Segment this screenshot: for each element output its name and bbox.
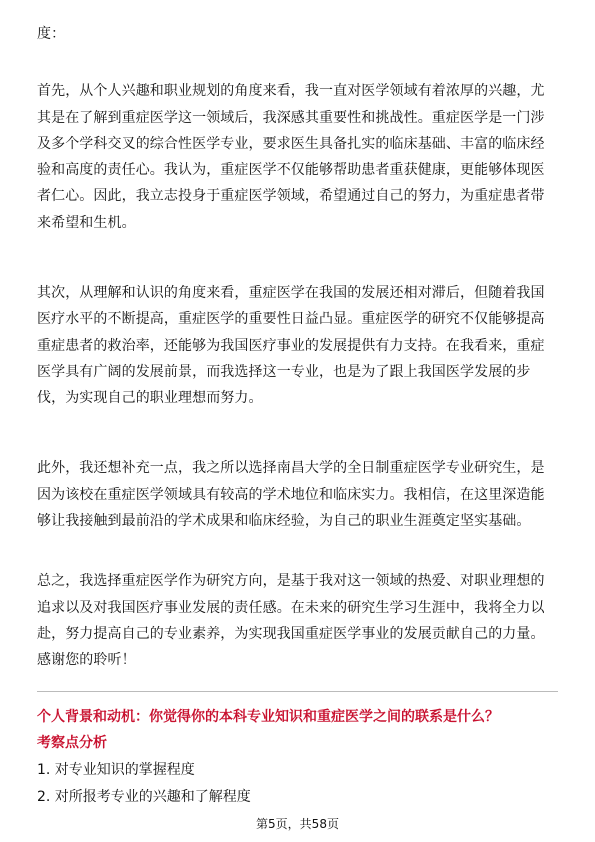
paragraph-1-line-2: 其是在了解到重症医学这一领域后，我深感其重要性和挑战性。重症医学是一门涉 <box>37 110 545 126</box>
paragraph-2-line-3: 重症患者的救治率，还能够为我国医疗事业的发展提供有力支持。在我看来，重症 <box>37 338 545 354</box>
paragraph-1-line-4: 验和高度的责任心。我认为，重症医学不仅能够帮助患者重获健康，更能够体现医 <box>37 162 545 178</box>
paragraph-2-line-5: 伐，为实现自己的职业理想而努力。 <box>37 390 263 406</box>
paragraph-3-line-2: 因为该校在重症医学领域具有较高的学术地位和临床实力。我相信，在这里深造能 <box>37 487 545 503</box>
analysis-item-2: 2. 对所报考专业的兴趣和了解程度 <box>37 789 251 805</box>
paragraph-2-line-4: 医学具有广阔的发展前景，而我选择这一专业，也是为了跟上我国医学发展的步 <box>37 364 531 380</box>
analysis-heading: 考察点分析 <box>37 735 107 751</box>
paragraph-1-line-1: 首先，从个人兴趣和职业规划的角度来看，我一直对医学领域有着浓厚的兴趣，尤 <box>37 83 545 99</box>
paragraph-4-line-4: 感谢您的聆听！ <box>37 652 136 668</box>
paragraph-3-line-3: 够让我接触到最前沿的学术成果和临床经验，为自己的职业生涯奠定坚实基础。 <box>37 513 531 529</box>
paragraph-2-line-2: 医疗水平的不断提高，重症医学的重要性日益凸显。重症医学的研究不仅能够提高 <box>37 311 545 327</box>
paragraph-1-line-5: 者仁心。因此，我立志投身于重症医学领域，希望通过自己的努力，为重症患者带 <box>37 188 545 204</box>
section-divider <box>37 691 558 692</box>
analysis-item-1: 1. 对专业知识的掌握程度 <box>37 762 195 778</box>
paragraph-2-line-1: 其次，从理解和认识的角度来看，重症医学在我国的发展还相对滞后，但随着我国 <box>37 285 545 301</box>
paragraph-4-line-3: 赴，努力提高自己的专业素养，为实现我国重症医学事业的发展贡献自己的力量。 <box>37 626 545 642</box>
paragraph-4-line-1: 总之，我选择重症医学作为研究方向，是基于我对这一领域的热爱、对职业理想的 <box>37 573 545 589</box>
paragraph-1-line-3: 及多个学科交叉的综合性医学专业，要求医生具备扎实的临床基础、丰富的临床经 <box>37 136 545 152</box>
paragraph-1-line-6: 来希望和生机。 <box>37 215 136 231</box>
interview-question: 个人背景和动机：你觉得你的本科专业知识和重症医学之间的联系是什么？ <box>37 709 499 725</box>
paragraph-3-line-1: 此外，我还想补充一点，我之所以选择南昌大学的全日制重症医学专业研究生，是 <box>37 460 545 476</box>
intro-fragment: 度： <box>37 26 66 42</box>
page-number: 第5页，共58页 <box>256 817 339 831</box>
paragraph-4-line-2: 追求以及对我国医疗事业发展的责任感。在未来的研究生学习生涯中，我将全力以 <box>37 600 545 616</box>
